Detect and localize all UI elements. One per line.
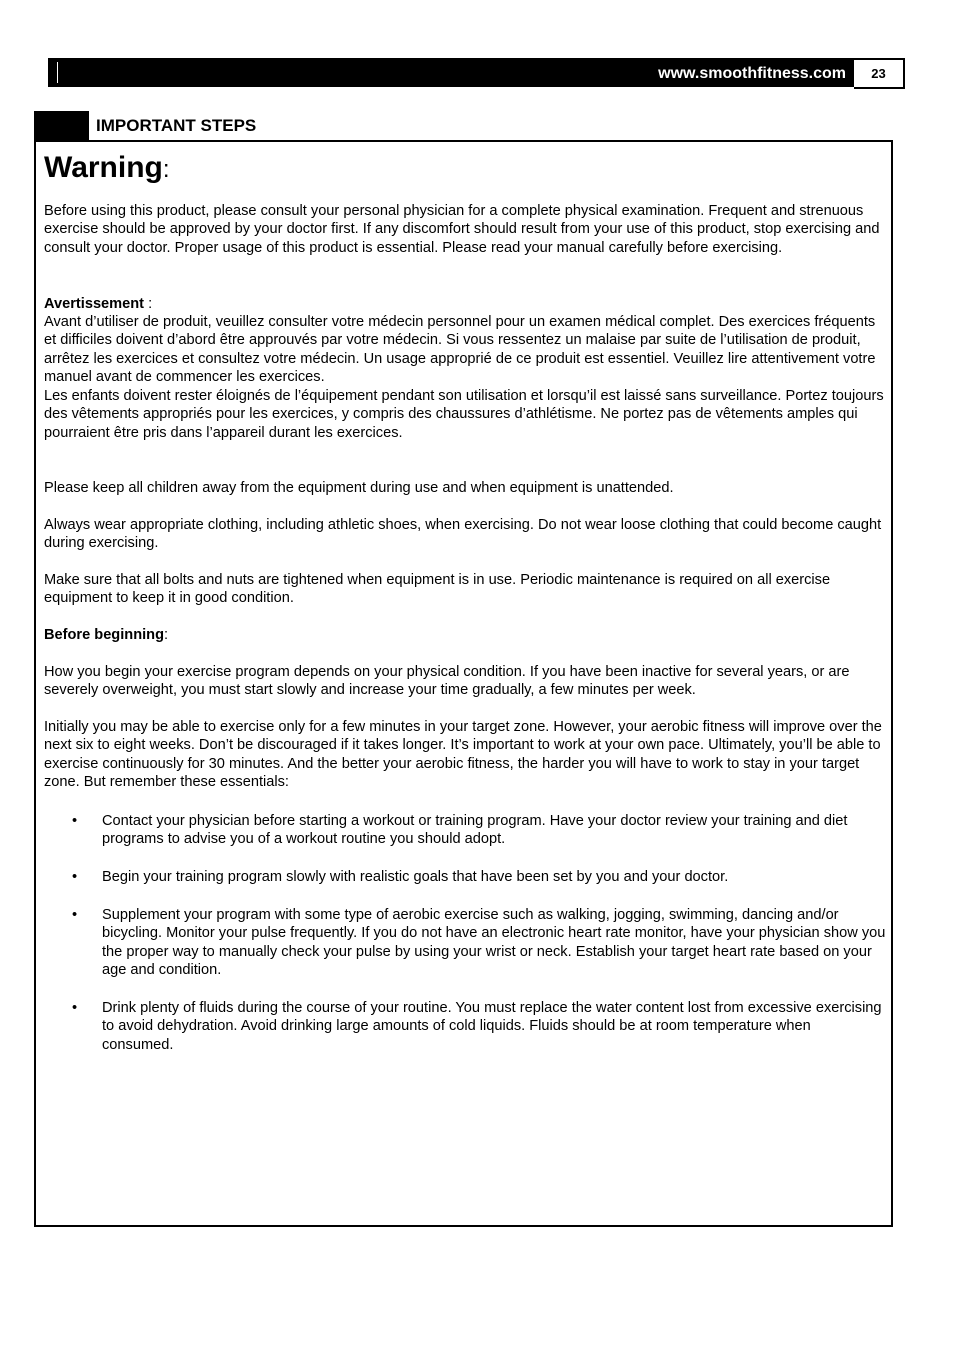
- avertissement-heading: [44, 295, 886, 313]
- children-safety-paragraph: Please keep all children away from the equipment during use and when equipment is unattended.: [44, 480, 674, 496]
- before-beginning-heading: [44, 626, 886, 644]
- warning-intro-paragraph: Before using this product, please consult your personal physician for a complete physical examination. Frequent and strenuous exercise should be approved by your doctor first. If any discomfort should result from your use of this product, stop exercising and consult your doctor. Proper usage of this product is essential. Please read your manual carefully before exercising.: [44, 203, 880, 256]
- warning-heading: [44, 148, 170, 190]
- avertissement-colon: :: [144, 296, 153, 312]
- bullet-dot: •: [72, 1000, 78, 1016]
- before-beginning-paragraph-2: Initially you may be able to exercise only for a few minutes in your target zone. However, your aerobic fitness will improve over the next six to eight weeks. Don’t be discouraged if it takes longer. It’s important to work at your own pace. Ultimately, you’ll be able to exercise continuously for 30 minutes. And the better your aerobic fitness, the harder you will have to work to stay in your target zone. But remember these essentials:: [44, 719, 882, 791]
- bullet-dot: •: [72, 813, 78, 829]
- header-divider: [57, 62, 58, 83]
- clothing-paragraph: Always wear appropriate clothing, including athletic shoes, when exercising. Do not wear loose clothing that could become caught during exercising.: [44, 517, 882, 552]
- bullet-item: Contact your physician before starting a workout or training program. Have your doctor review your training and diet programs to advise you of a workout routine you should adopt.: [102, 813, 848, 848]
- warning-heading-colon: :: [162, 156, 170, 183]
- bullet-dot: •: [72, 869, 78, 885]
- page-number: 23: [854, 58, 905, 89]
- bullet-item: Begin your training program slowly with realistic goals that have been set by you and your doctor.: [102, 869, 729, 885]
- before-beginning-label: Before beginning: [44, 627, 164, 643]
- section-title: IMPORTANT STEPS: [96, 116, 257, 135]
- header-website-url: www.smoothfitness.com: [658, 65, 846, 82]
- maintenance-paragraph: Make sure that all bolts and nuts are tightened when equipment is in use. Periodic maintenance is required on all exercise equipment to keep it in good condition.: [44, 572, 831, 607]
- avertissement-label: Avertissement: [44, 296, 145, 312]
- avertissement-paragraph-2: Les enfants doivent rester éloignés de l’équipement pendant son utilisation et lorsqu’il est laissé sans surveillance. Portez toujours des vêtements appropriés pour les exercices, y compris des chaussures d’athlétisme. Ne portez pas de vêtements amples qui pourraient être pris dans l’appareil durant les exercices.: [44, 388, 884, 441]
- bullet-dot: •: [72, 907, 78, 923]
- bullet-item: Drink plenty of fluids during the course of your routine. You must replace the water content lost from excessive exercising to avoid dehydration. Avoid drinking large amounts of cold liquids. Fluids should be at room temperature when consumed.: [102, 1000, 882, 1053]
- bullet-item: Supplement your program with some type of aerobic exercise such as walking, jogging, swimming, dancing and/or bicycling. Monitor your pulse frequently. If you do not have an electronic heart rate monitor, have your physician show you the proper way to manually check your pulse by using your wrist or neck. Establish your target heart rate based on your age and condition.: [102, 907, 886, 979]
- warning-heading-text: Warning: [44, 151, 163, 184]
- avertissement-paragraph-1: Avant d’utiliser de produit, veuillez consulter votre médecin personnel pour un examen médical complet. Des exercices fréquents et difficiles doivent d’abord être approuvés par votre médecin. Si vous ressentez un malaise par suite de l’utilisation de produit, arrêtez les exercices et consultez votre médecin. Un usage approprié de ce produit est essentiel. Veuillez lire attentivement votre manuel avant de commencer les exercices.: [44, 314, 876, 386]
- section-tab-marker: [34, 111, 89, 141]
- before-beginning-colon: :: [164, 627, 169, 643]
- before-beginning-paragraph-1: How you begin your exercise program depends on your physical condition. If you have been inactive for several years, or are severely overweight, you must start slowly and increase your time gradually, a few minutes per week.: [44, 664, 850, 699]
